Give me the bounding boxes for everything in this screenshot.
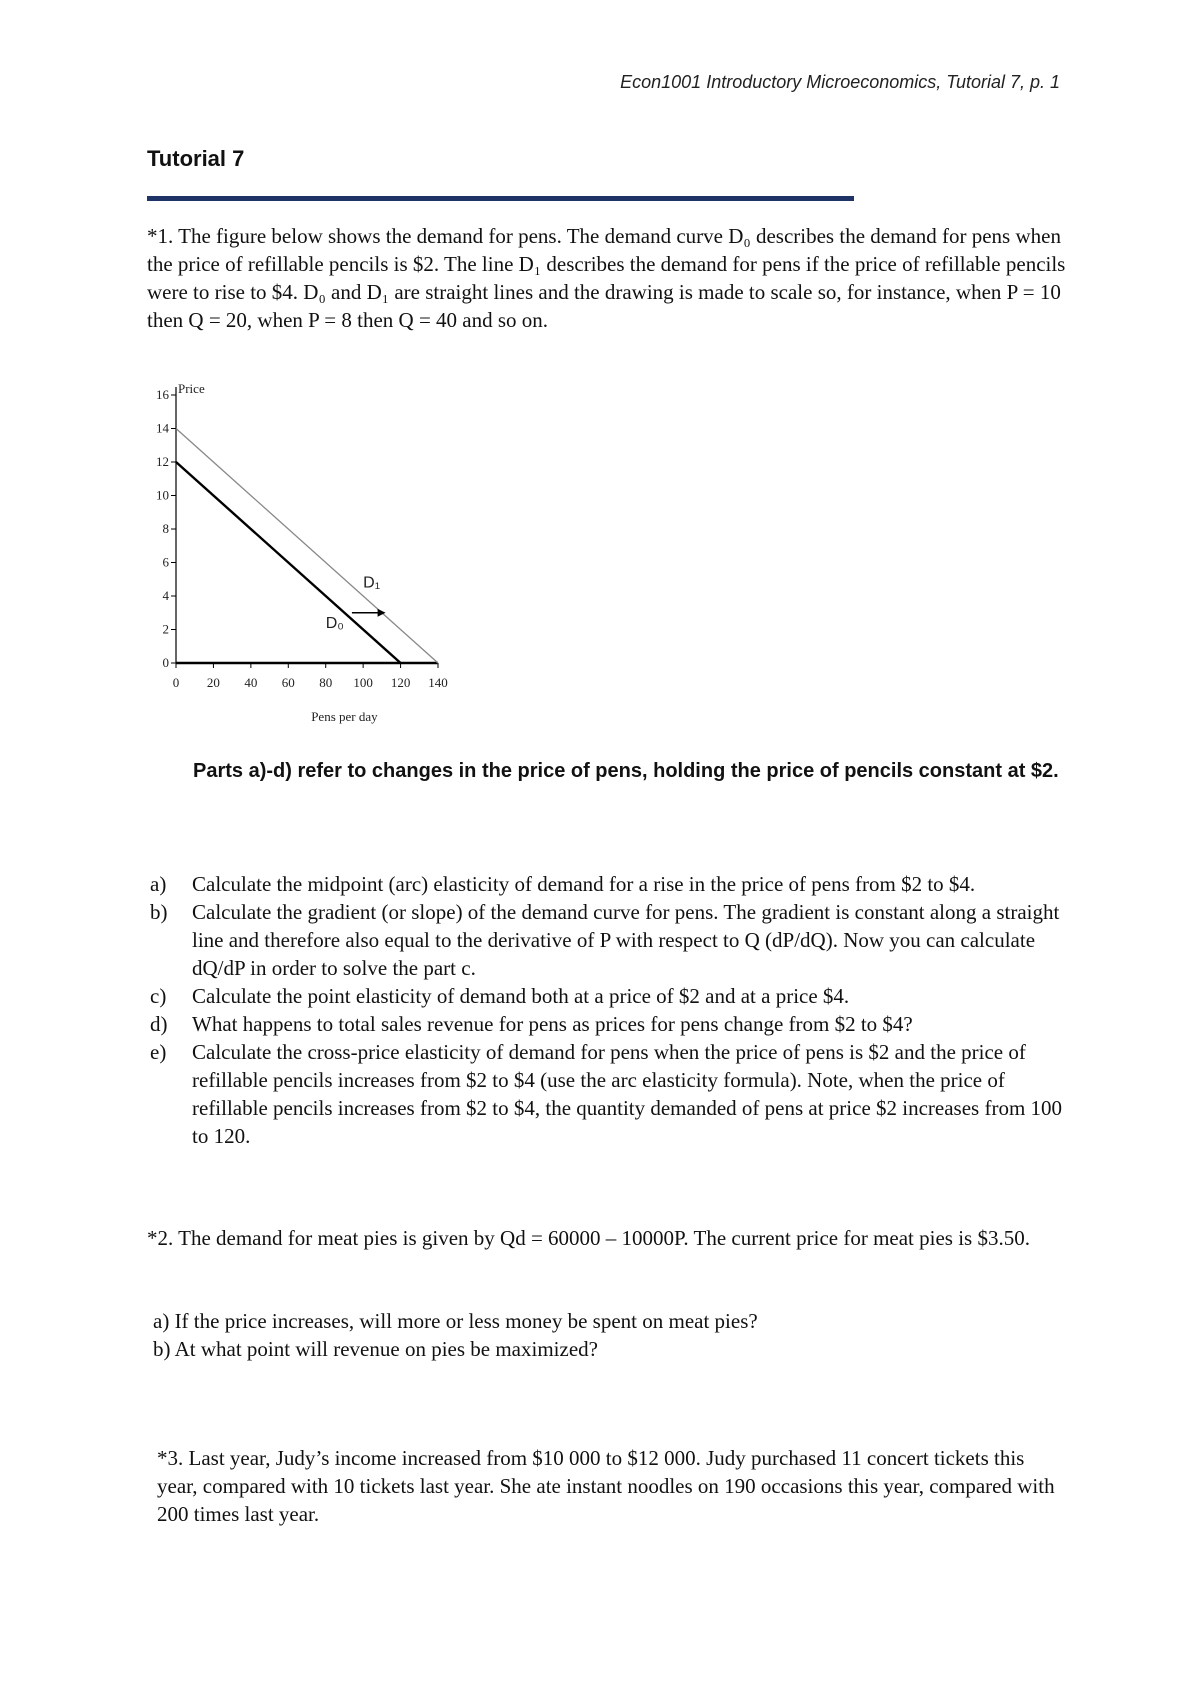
list-item xyxy=(150,982,1070,1010)
list-item xyxy=(150,870,1070,898)
y-tick-label: 14 xyxy=(156,420,169,436)
y-tick-label: 8 xyxy=(162,521,169,536)
part-label: d) xyxy=(150,1012,168,1036)
part-text: What happens to total sales revenue for pens as prices for pens change from $2 to $4? xyxy=(192,1012,913,1036)
y-tick-label: 2 xyxy=(162,621,169,637)
question-2-text: *2. The demand for meat pies is given by Qd = 60000 – 10000P. The current price for meat pies is $3.50. xyxy=(147,1226,1030,1250)
y-tick-label: 0 xyxy=(162,655,169,670)
list-item xyxy=(150,1038,1070,1150)
part-label: b) xyxy=(150,900,168,924)
series-label-d0: D₀ xyxy=(325,614,344,632)
x-tick-label: 40 xyxy=(244,675,258,690)
demand-curve-d0 xyxy=(176,462,401,663)
y-tick-label: 12 xyxy=(156,454,169,469)
y-tick-label: 4 xyxy=(162,588,169,603)
demand-chart xyxy=(138,383,478,733)
demand-curve-d1 xyxy=(176,429,438,664)
y-tick-label: 10 xyxy=(156,487,169,503)
x-tick-label: 0 xyxy=(172,675,180,690)
part-text: Calculate the midpoint (arc) elasticity of demand for a rise in the price of pens from $2 to $4. xyxy=(192,872,976,896)
x-tick-label: 60 xyxy=(281,675,295,690)
x-tick-label: 80 xyxy=(319,675,333,690)
x-axis-label: Pens per day xyxy=(311,709,378,724)
part-text: Calculate the cross-price elasticity of demand for pens when the price of pens is $2 and the price of refillable pencils increases from $2 to $4 (use the arc elasticity formula). Note, when the price of refillable pencils increases from $2 to $4, the quantity demanded of pens at price $2 increases from 100 to 120. xyxy=(192,1040,1063,1148)
question-1-parts xyxy=(150,870,1070,1150)
x-tick-label: 120 xyxy=(390,675,411,690)
x-tick-label: 20 xyxy=(206,675,220,690)
page-title: Tutorial 7 xyxy=(147,146,245,171)
question-2-part-b: b) At what point will revenue on pies be maximized? xyxy=(153,1337,598,1361)
y-tick-label: 6 xyxy=(162,554,169,570)
running-header: Econ1001 Introductory Microeconomics, Tutorial 7, p. 1 xyxy=(620,72,1060,92)
x-tick-label: 140 xyxy=(428,675,448,690)
question-3-text: *3. Last year, Judy’s income increased from $10 000 to $12 000. Judy purchased 11 concert tickets this year, compared with 10 tickets last year. She ate instant noodles on 190 occasions this year, compared with 200 times last year. xyxy=(157,1446,1055,1526)
series-label-d1: D₁ xyxy=(363,574,381,592)
question-1-text: *1. The figure below shows the demand for pens. The demand curve D₀ describes the demand for pens when the price of refillable pencils is $2. The line D₁ describes the demand for pens if the price of refillable pencils were to rise to $4. D₀ and D₁ are straight lines and the drawing is made to scale so, for instance, when P = 10 then Q = 20, when P = 8 then Q = 40 and so on. xyxy=(147,224,1066,332)
y-tick-label: 16 xyxy=(156,387,169,402)
part-label: e) xyxy=(150,1040,167,1064)
part-label: a) xyxy=(150,872,167,896)
part-text: Calculate the gradient (or slope) of the demand curve for pens. The gradient is constant along a straight line and therefore also equal to the derivative of P with respect to Q (dP/dQ). Now you can calculate dQ/dP in order to solve the part c. xyxy=(192,900,1060,980)
part-label: c) xyxy=(150,984,167,1008)
part-text: Calculate the point elasticity of demand both at a price of $2 and at a price $4. xyxy=(192,984,850,1008)
y-axis-label: Price xyxy=(178,383,205,396)
title-rule xyxy=(147,196,854,201)
list-item xyxy=(150,898,1070,982)
x-tick-label: 100 xyxy=(353,675,373,690)
list-item xyxy=(150,1010,1070,1038)
question-1-note: Parts a)-d) refer to changes in the price of pens, holding the price of pencils constant at $2. xyxy=(193,760,1059,782)
question-2-part-a: a) If the price increases, will more or less money be spent on meat pies? xyxy=(153,1309,758,1333)
